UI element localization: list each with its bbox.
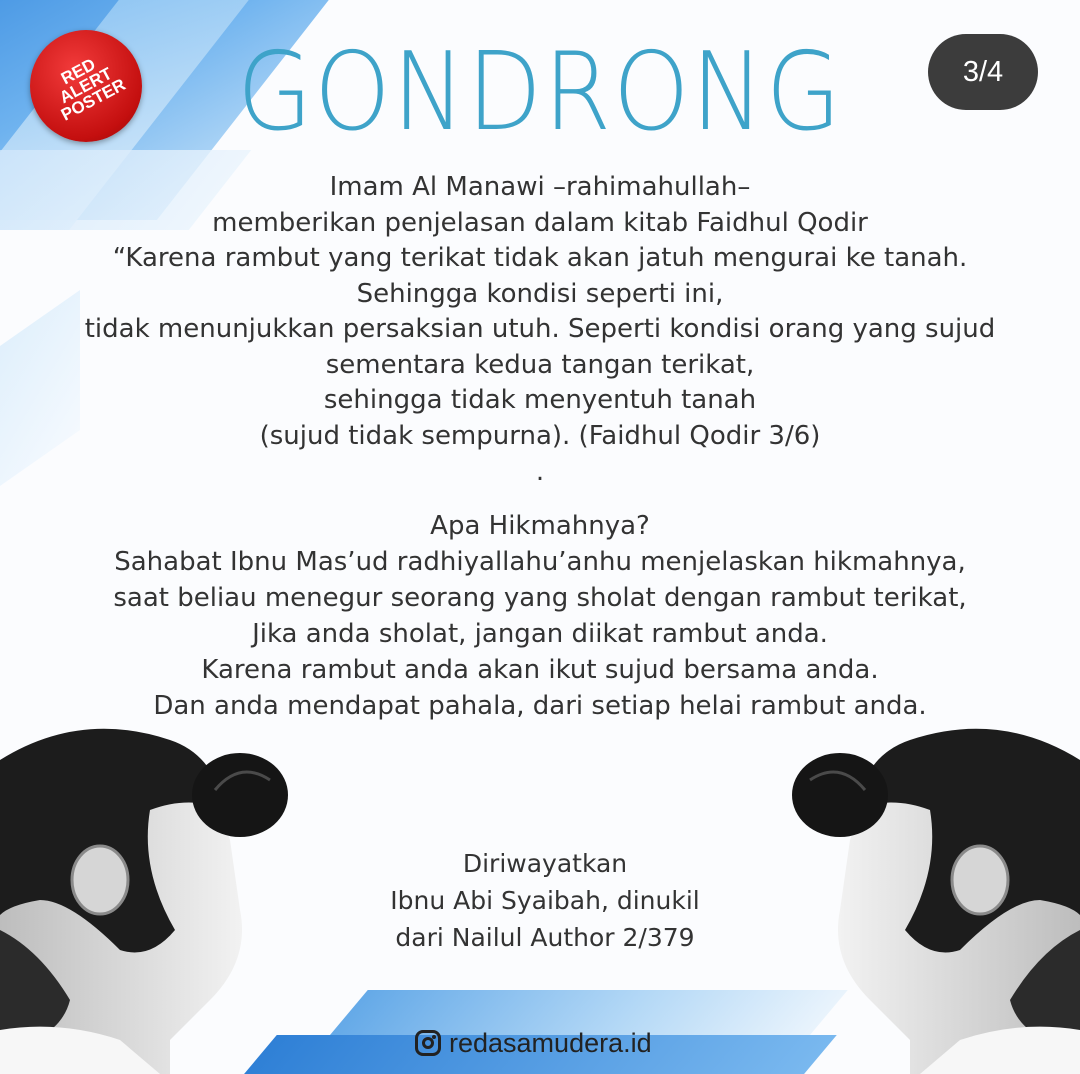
hikmah-block <box>20 508 1060 724</box>
instagram-handle <box>415 1025 652 1061</box>
source-line: dari Nailul Author 2/379 <box>395 923 695 952</box>
hikmah-line: Sahabat Ibnu Mas’ud radhiyallahu’anhu menjelaskan hikmahnya, <box>114 547 966 577</box>
quote-line: tidak menunjukkan persaksian utuh. Seperti kondisi orang yang sujud <box>84 314 996 344</box>
quote-line: “Karena rambut yang terikat tidak akan jatuh mengurai ke tanah. <box>112 243 968 273</box>
poster-title: GONDRONG <box>237 30 843 155</box>
quote-line: memberikan penjelasan dalam kitab Faidhul Qodir <box>212 207 868 238</box>
source-line: Diriwayatkan <box>462 849 628 878</box>
source-block <box>300 845 790 956</box>
hikmah-heading: Apa Hikmahnya? <box>430 511 650 541</box>
quote-line: Imam Al Manawi –rahimahullah– <box>329 172 751 202</box>
quote-block <box>20 170 1060 490</box>
instagram-handle-text: redasamudera.id <box>449 1027 652 1058</box>
hikmah-line: Jika anda sholat, jangan diikat rambut anda. <box>252 619 828 649</box>
source-line: Ibnu Abi Syaibah, dinukil <box>390 886 700 915</box>
badge-text: RED ALERT POSTER <box>56 54 129 125</box>
hikmah-line: Dan anda mendapat pahala, dari setiap helai rambut anda. <box>153 691 927 721</box>
quote-line: Sehingga kondisi seperti ini, <box>356 278 724 309</box>
hikmah-line: Karena rambut anda akan ikut sujud bersama anda. <box>201 655 879 685</box>
quote-line: sementara kedua tangan terikat, <box>325 349 755 380</box>
man-bun-portrait-right <box>780 700 1080 1074</box>
man-bun-portrait-left <box>0 700 300 1074</box>
page-indicator: 3/4 <box>928 34 1038 110</box>
instagram-icon <box>415 1030 441 1056</box>
quote-line: (sujud tidak sempurna). (Faidhul Qodir 3/6) <box>259 420 821 451</box>
separator-dot: . <box>535 457 545 487</box>
quote-line: sehingga tidak menyentuh tanah <box>323 385 757 415</box>
hikmah-line: saat beliau menegur seorang yang sholat dengan rambut terikat, <box>113 583 967 613</box>
